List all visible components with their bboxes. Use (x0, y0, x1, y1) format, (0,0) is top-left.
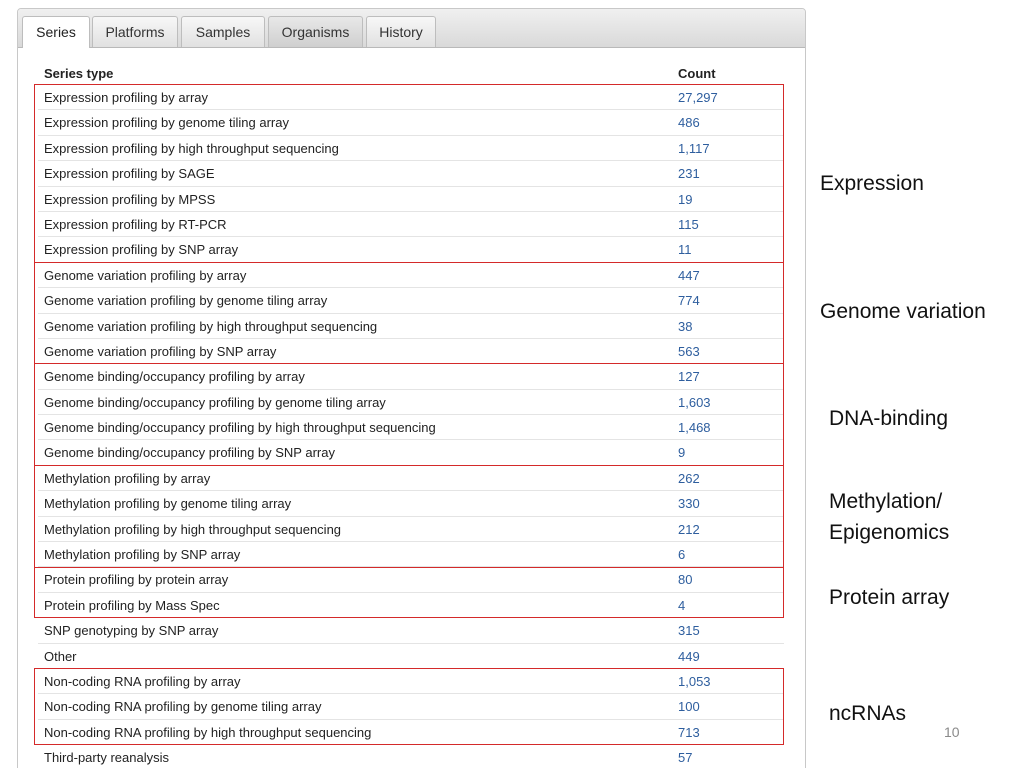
table-row (38, 339, 784, 364)
group-label-line: Methylation/ (829, 490, 943, 513)
page-number: 10 (944, 724, 960, 740)
table-row (38, 263, 784, 288)
table-row (38, 644, 784, 669)
table-row (38, 85, 784, 110)
count-link[interactable]: 315 (678, 623, 700, 639)
table-row (38, 618, 784, 643)
tab-samples[interactable]: Samples (181, 16, 265, 47)
series-type-cell: Genome variation profiling by high throughput sequencing (44, 318, 378, 334)
series-type-cell: Expression profiling by SAGE (44, 166, 215, 182)
table-row (38, 440, 784, 465)
count-link[interactable]: 1,603 (678, 394, 711, 410)
group-label (829, 582, 949, 613)
table-row (38, 390, 784, 415)
count-link[interactable]: 115 (678, 216, 699, 232)
group-label (829, 486, 949, 548)
count-link[interactable]: 486 (678, 115, 700, 131)
series-type-cell: Expression profiling by array (44, 90, 209, 105)
count-link[interactable]: 231 (678, 166, 700, 182)
tab-series[interactable]: Series (22, 16, 90, 48)
table-row (38, 491, 784, 516)
series-type-cell: Methylation profiling by array (44, 470, 211, 486)
series-type-cell: Protein profiling by Mass Spec (44, 597, 220, 613)
series-type-cell: Genome variation profiling by genome tiling array (44, 293, 328, 309)
table-row (38, 110, 784, 135)
series-type-cell: Genome variation profiling by array (44, 267, 247, 283)
series-type-cell: Non-coding RNA profiling by array (44, 673, 241, 689)
column-header-count: Count (678, 66, 716, 81)
series-type-cell: Protein profiling by protein array (44, 572, 229, 588)
series-type-cell: Methylation profiling by SNP array (44, 547, 241, 563)
table-row (38, 212, 784, 237)
count-link[interactable]: 4 (678, 597, 686, 613)
series-type-cell: Genome binding/occupancy profiling by high throughput sequencing (44, 420, 436, 436)
series-type-cell: Genome variation profiling by SNP array (44, 343, 277, 359)
series-type-cell: Genome binding/occupancy profiling by array (44, 369, 305, 385)
count-link[interactable]: 1,053 (678, 673, 711, 689)
table-row (38, 466, 784, 491)
series-type-table (38, 85, 784, 768)
table-row (38, 364, 784, 389)
count-link[interactable]: 1,468 (678, 420, 711, 436)
table-row (38, 187, 784, 212)
group-label-line: Epigenomics (829, 521, 950, 544)
count-link[interactable]: 11 (678, 242, 692, 258)
series-type-cell: Expression profiling by RT-PCR (44, 216, 227, 232)
tab-organisms[interactable]: Organisms (268, 16, 363, 47)
table-row (38, 136, 784, 161)
tab-platforms[interactable]: Platforms (92, 16, 178, 47)
series-type-cell: Methylation profiling by genome tiling array (44, 496, 292, 512)
count-link[interactable]: 27,297 (678, 90, 718, 105)
count-link[interactable]: 713 (678, 724, 700, 740)
series-type-cell: Genome binding/occupancy profiling by genome tiling array (44, 394, 386, 410)
count-link[interactable]: 100 (678, 699, 700, 715)
table-row (38, 669, 784, 694)
group-label (820, 296, 986, 327)
table-row (38, 542, 784, 567)
series-type-cell: Third-party reanalysis (44, 750, 169, 766)
series-type-cell: Expression profiling by MPSS (44, 191, 216, 207)
count-link[interactable]: 6 (678, 547, 686, 563)
series-type-cell: Methylation profiling by high throughput sequencing (44, 521, 342, 537)
count-link[interactable]: 447 (678, 267, 700, 283)
group-label-line: Protein array (829, 586, 950, 609)
tab-history[interactable]: History (366, 16, 436, 47)
group-label (829, 698, 906, 729)
tab-bar (18, 9, 805, 48)
count-link[interactable]: 212 (678, 521, 700, 537)
count-link[interactable]: 563 (678, 343, 700, 359)
table-row (38, 694, 784, 719)
group-label-line: Genome variation (820, 300, 986, 323)
series-type-cell: Other (44, 648, 77, 664)
count-link[interactable]: 774 (678, 293, 700, 309)
table-row (38, 745, 784, 768)
table-row (38, 720, 784, 745)
group-label-line: Expression (820, 172, 924, 195)
count-link[interactable]: 330 (678, 496, 700, 512)
column-header-series-type: Series type (44, 66, 114, 81)
count-link[interactable]: 9 (678, 445, 686, 461)
series-type-cell: Expression profiling by genome tiling array (44, 115, 289, 131)
series-type-cell: Genome binding/occupancy profiling by SNP array (44, 445, 335, 461)
table-row (38, 314, 784, 339)
series-type-cell: Non-coding RNA profiling by genome tiling array (44, 699, 322, 715)
table-row (38, 567, 784, 592)
table-row (38, 237, 784, 262)
series-type-cell: Expression profiling by SNP array (44, 242, 239, 258)
table-row (38, 517, 784, 542)
count-link[interactable]: 19 (678, 191, 693, 207)
series-type-cell: Non-coding RNA profiling by high throughput sequencing (44, 724, 372, 740)
count-link[interactable]: 38 (678, 318, 693, 334)
group-label-line: ncRNAs (829, 702, 907, 725)
count-link[interactable]: 57 (678, 750, 693, 766)
table-row (38, 593, 784, 618)
count-link[interactable]: 127 (678, 369, 700, 385)
group-label-line: DNA-binding (829, 407, 949, 430)
count-link[interactable]: 262 (678, 470, 700, 486)
table-row (38, 415, 784, 440)
count-link[interactable]: 1,117 (678, 140, 710, 156)
count-link[interactable]: 80 (678, 572, 693, 588)
geo-summary-panel (17, 8, 806, 768)
series-type-cell: Expression profiling by high throughput sequencing (44, 140, 339, 156)
table-row (38, 288, 784, 313)
table-row (38, 161, 784, 186)
series-type-cell: SNP genotyping by SNP array (44, 623, 219, 639)
count-link[interactable]: 449 (678, 648, 700, 664)
group-label (829, 403, 948, 434)
group-label (820, 168, 924, 199)
